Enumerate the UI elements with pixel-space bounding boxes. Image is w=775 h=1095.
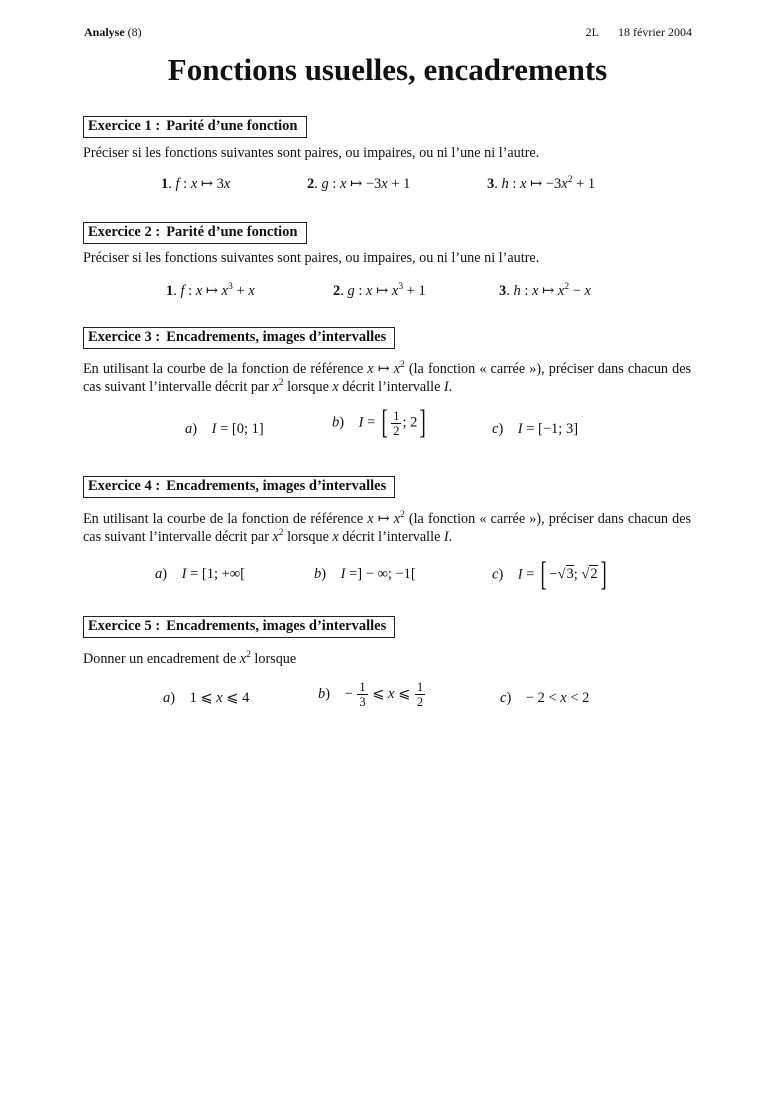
subject-label: Analyse xyxy=(84,25,125,39)
exercise-5-heading xyxy=(83,616,395,638)
ex4-item-c: c) I = [ −√3; √2] xyxy=(492,556,607,593)
ex3-item-a: a) I = [0; 1] xyxy=(185,421,264,437)
ex1-item-2: 2. g : x ↦ −3x + 1 xyxy=(307,176,411,192)
ex1-item-1: 1. f : x ↦ 3x xyxy=(161,176,231,192)
ex4-item-a: a) I = [1; +∞[ xyxy=(155,566,245,582)
ex3-item-b: b) I = [ $\frac{1}{2}$ ; 2] xyxy=(332,404,427,441)
ex2-item-2: 2. g : x ↦ $x^3 + 1$ xyxy=(333,282,426,299)
exercise-2-heading xyxy=(83,222,307,244)
exercise-label: Exercice 5 : xyxy=(88,618,161,634)
ex1-item-3: 3. h : x ↦ $-3x^2 + 1$ xyxy=(487,175,596,192)
ex5-item-a: a) 1 ⩽ x ⩽ 4 xyxy=(163,690,250,706)
exercise-4-heading xyxy=(83,476,395,498)
date-label: 18 février 2004 xyxy=(618,25,692,39)
exercise-topic: Encadrements, images d’intervalles xyxy=(166,329,387,345)
ex3-item-c: c) I = [−1; 3] xyxy=(492,421,579,437)
ex2-item-1: 1. f : x ↦ $x^3 + x$ xyxy=(166,282,255,299)
exercise-3-instruction: En utilisant la courbe de la fonction de référence x ↦ $x^2$ (la fonction « carrée »), préciser dans chacun des cas suivant l’intervalle décrit par $x^2$ lorsque x décrit l’intervalle I. xyxy=(83,360,692,395)
ex5-item-b: b) − $\frac{1}{3}$ ⩽ x ⩽ $\frac{1}{2}$ xyxy=(318,680,424,709)
class-label: 2L xyxy=(585,25,600,39)
exercise-label: Exercice 4 : xyxy=(88,478,161,494)
header-meta xyxy=(586,25,692,40)
exercise-label: Exercice 2 : xyxy=(88,224,161,240)
exercise-3-heading xyxy=(83,327,395,349)
ex5-item-c: c) − 2 < x < 2 xyxy=(500,690,590,706)
exercise-2-instruction: Préciser si les fonctions suivantes sont paires, ou impaires, ou ni l’une ni l’autre. xyxy=(83,250,540,266)
exercise-1-instruction: Préciser si les fonctions suivantes sont paires, ou impaires, ou ni l’une ni l’autre. xyxy=(83,145,540,161)
exercise-4-instruction: En utilisant la courbe de la fonction de référence x ↦ $x^2$ (la fonction « carrée »), préciser dans chacun des cas suivant l’intervalle décrit par $x^2$ lorsque x décrit l’intervalle I. xyxy=(83,510,692,545)
sheet-number: (8) xyxy=(127,25,142,39)
ex2-item-3: 3. h : x ↦ $x^2 - x$ xyxy=(499,282,591,299)
header-subject xyxy=(84,25,142,40)
exercise-topic: Encadrements, images d’intervalles xyxy=(166,478,387,494)
exercise-5-instruction: Donner un encadrement de $x^2$ lorsque xyxy=(83,650,297,667)
ex4-item-b: b) I =] − ∞; −1[ xyxy=(314,566,416,582)
exercise-1-heading xyxy=(83,116,307,138)
exercise-topic: Parité d’une fonction xyxy=(166,118,298,134)
exercise-label: Exercice 3 : xyxy=(88,329,161,345)
exercise-topic: Parité d’une fonction xyxy=(166,224,298,240)
exercise-label: Exercice 1 : xyxy=(88,118,161,134)
page-title: Fonctions usuelles, encadrements xyxy=(167,52,608,87)
exercise-topic: Encadrements, images d’intervalles xyxy=(166,618,387,634)
